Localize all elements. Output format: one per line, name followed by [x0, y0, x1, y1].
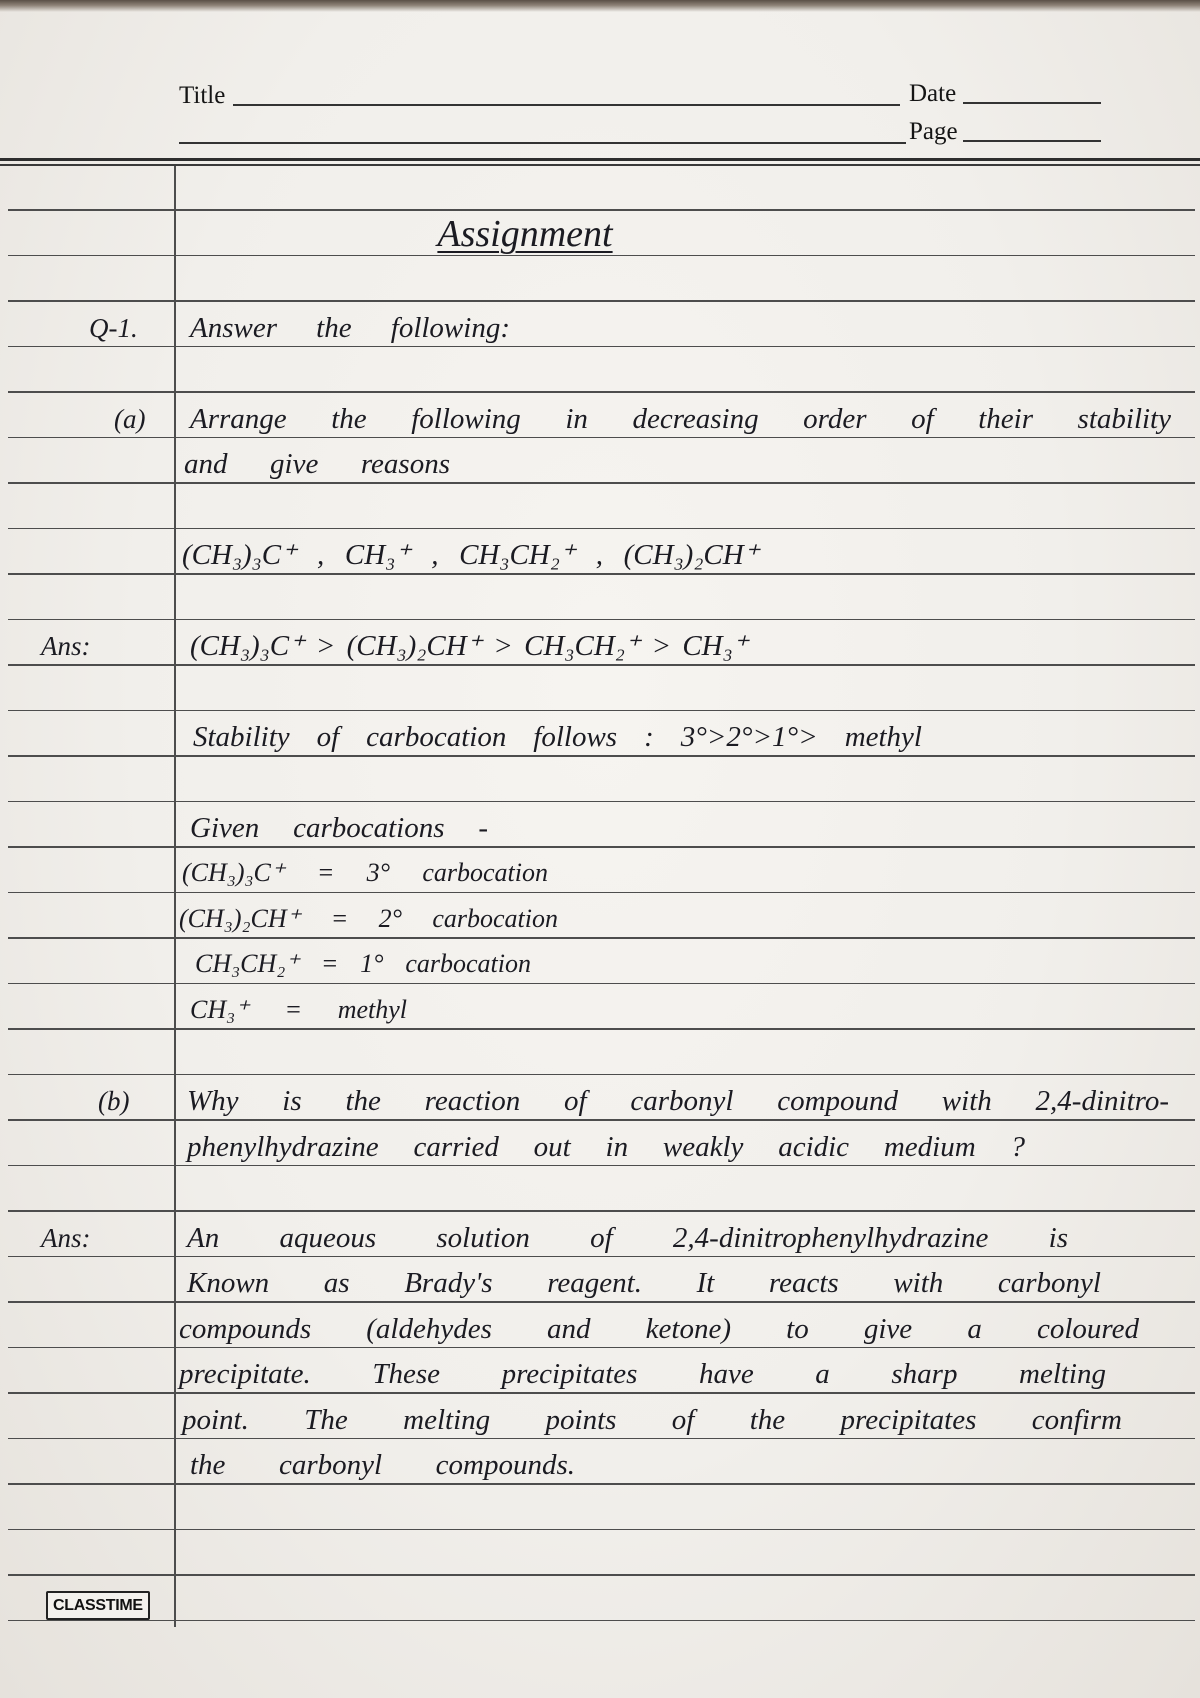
title-label: Title [179, 82, 226, 109]
page-label: Page [909, 118, 958, 145]
page-heading: Assignment [437, 213, 613, 255]
question-instruction: Answer the following: [190, 312, 510, 344]
ruled-line [8, 1301, 1195, 1303]
ruled-line [8, 983, 1195, 985]
part-a-stability-rule: Stability of carbocation follows : 3°>2°>1°> methyl [193, 721, 922, 753]
ruled-line [8, 209, 1195, 211]
date-underline [963, 102, 1101, 104]
ruled-line [8, 528, 1195, 530]
ruled-line [8, 391, 1195, 393]
part-a-classification-heading: Given carbocations - [190, 812, 488, 844]
ruled-line [8, 892, 1195, 894]
ruled-line [8, 1256, 1195, 1258]
ruled-line [8, 619, 1195, 621]
ruled-line [8, 1165, 1195, 1167]
ruled-line [8, 1620, 1195, 1622]
ruled-line [8, 1574, 1195, 1576]
part-b-question-line: Why is the reaction of carbonyl compound with 2,4-dinitro- [187, 1085, 1169, 1117]
ruled-line [8, 1529, 1195, 1531]
ruled-line [8, 664, 1195, 666]
title-second-underline [179, 142, 906, 144]
ruled-line [8, 846, 1195, 848]
part-a-answer-label: Ans: [41, 631, 91, 661]
notebook-brand-logo: CLASSTIME [46, 1591, 150, 1620]
part-b-answer-line: point. The melting points of the precipitates confirm [182, 1404, 1122, 1436]
part-a-classification-item: CH₃⁺ = methyl [190, 995, 407, 1024]
part-b-question-line: phenylhydrazine carried out in weakly acidic medium ? [187, 1131, 1025, 1163]
ruled-line [8, 1483, 1195, 1485]
ruled-line [8, 300, 1195, 302]
part-a-classification-item: (CH₃)₃C⁺ = 3° carbocation [182, 858, 548, 887]
part-a-answer-order: (CH₃)₃C⁺ > (CH₃)₂CH⁺ > CH₃CH₂⁺ > CH₃⁺ [190, 630, 748, 662]
ruled-line [8, 1028, 1195, 1030]
ruled-line [8, 937, 1195, 939]
part-b-label: (b) [98, 1086, 130, 1116]
ruled-line [8, 482, 1195, 484]
ruled-line [8, 346, 1195, 348]
ruled-line [8, 573, 1195, 575]
title-underline [233, 104, 900, 106]
ruled-line [8, 1119, 1195, 1121]
header-double-line-bottom [0, 164, 1200, 166]
ruled-line [8, 437, 1195, 439]
part-b-answer-line: An aqueous solution of 2,4-dinitrophenylhydrazine is [187, 1222, 1068, 1254]
ruled-line [8, 1392, 1195, 1394]
page-underline [963, 140, 1101, 142]
ruled-line [8, 1074, 1195, 1076]
part-a-given-species: (CH₃)₃C⁺ , CH₃⁺ , CH₃CH₂⁺ , (CH₃)₂CH⁺ [182, 539, 759, 571]
ruled-line [8, 1438, 1195, 1440]
part-b-answer-label: Ans: [41, 1223, 91, 1253]
part-b-answer-line: the carbonyl compounds. [190, 1449, 575, 1481]
ruled-line [8, 1210, 1195, 1212]
part-a-classification-item: (CH₃)₂CH⁺ = 2° carbocation [179, 904, 558, 933]
part-a-classification-item: CH₃CH₂⁺ = 1° carbocation [195, 949, 531, 978]
ruled-line [8, 710, 1195, 712]
part-b-answer-line: compounds (aldehydes and ketone) to give a coloured [179, 1313, 1139, 1345]
margin-line [174, 165, 176, 1627]
part-a-question-line: and give reasons [184, 448, 450, 480]
ruled-line [8, 801, 1195, 803]
part-b-answer-line: Known as Brady's reagent. It reacts with carbonyl [187, 1267, 1101, 1299]
part-a-question-line: Arrange the following in decreasing order of their stability [190, 403, 1171, 435]
ruled-line [8, 755, 1195, 757]
date-label: Date [909, 80, 957, 107]
part-a-label: (a) [114, 404, 146, 434]
ruled-line [8, 1347, 1195, 1349]
part-b-answer-line: precipitate. These precipitates have a sharp melting [179, 1358, 1106, 1390]
header-double-line-top [0, 158, 1200, 161]
question-number: Q-1. [89, 313, 138, 343]
